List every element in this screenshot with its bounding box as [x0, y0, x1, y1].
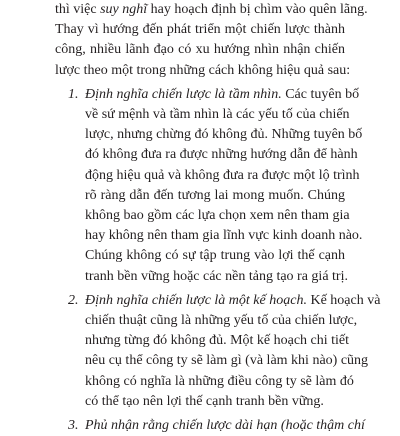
- intro-text: hay hoạch định bị chìm vào quên lãng.: [147, 2, 368, 17]
- list-number-2: 2.: [68, 292, 79, 308]
- item-2-line: nêu cụ thể công ty sẽ làm gì (và làm khi nào) cũng: [85, 353, 369, 369]
- item-2-line: chiến thuật cũng là những yếu tố của chiến lược,: [85, 313, 358, 328]
- intro-emphasis: suy nghĩ: [100, 2, 148, 17]
- item-1-line: lược, nhưng chừng đó không đủ. Những tuyên bố: [85, 127, 363, 143]
- intro-line-4: lược theo một trong những cách không hiệu quả sau:: [55, 62, 351, 78]
- item-2-heading: Định nghĩa chiến lược là một kế hoạch.: [85, 292, 307, 308]
- item-3-heading: Phủ nhận rằng chiến lược dài hạn (hoặc thậm chí: [85, 418, 365, 433]
- item-1-line: về sứ mệnh và tầm nhìn là các yếu tố của chiến: [85, 107, 350, 122]
- item-1-heading: Định nghĩa chiến lược là tầm nhìn.: [85, 86, 282, 102]
- intro-text: thì việc: [55, 2, 101, 17]
- item-1-line: tranh bền vững hoặc các nền tảng tạo ra giá trị.: [85, 268, 348, 284]
- item-2-heading-tail: Kế hoạch và: [306, 292, 381, 308]
- item-1-line: rõ ràng dẫn đến tương lai mong muốn. Chúng: [85, 187, 345, 203]
- item-1-heading-tail: Các tuyên bố: [281, 86, 360, 102]
- list-number-1: 1.: [68, 86, 79, 102]
- item-2-line: không có nghĩa là những điều công ty sẽ làm đó: [85, 373, 354, 389]
- item-1-line: Chúng không có sự tập trung vào lợi thế cạnh: [85, 248, 345, 264]
- item-2-line: nhưng từng đó không đủ. Một kế hoạch chi tiết: [85, 333, 350, 349]
- intro-line-2: Thay vì hướng đến phát triển một chiến lược thành: [55, 22, 345, 38]
- item-1-line: động hiệu quả và không đưa ra được một lộ trình: [85, 167, 360, 183]
- list-number-3: 3.: [68, 418, 79, 433]
- item-1-line: không bao gồm các lựa chọn xem nên tham gia: [85, 208, 350, 223]
- item-1-line: hay không nên tham gia lĩnh vực kinh doanh nào.: [85, 228, 363, 244]
- intro-line-1: [55, 0, 368, 20]
- item-1-line: đó không đưa ra được những hướng dẫn để hành: [85, 147, 358, 163]
- intro-line-3: công, nhiều lãnh đạo có xu hướng nhìn nhận chiến: [55, 42, 345, 58]
- item-2-line: có thể tạo nên lợi thế cạnh tranh bền vững.: [85, 393, 324, 409]
- item-1-heading-line: [85, 85, 360, 105]
